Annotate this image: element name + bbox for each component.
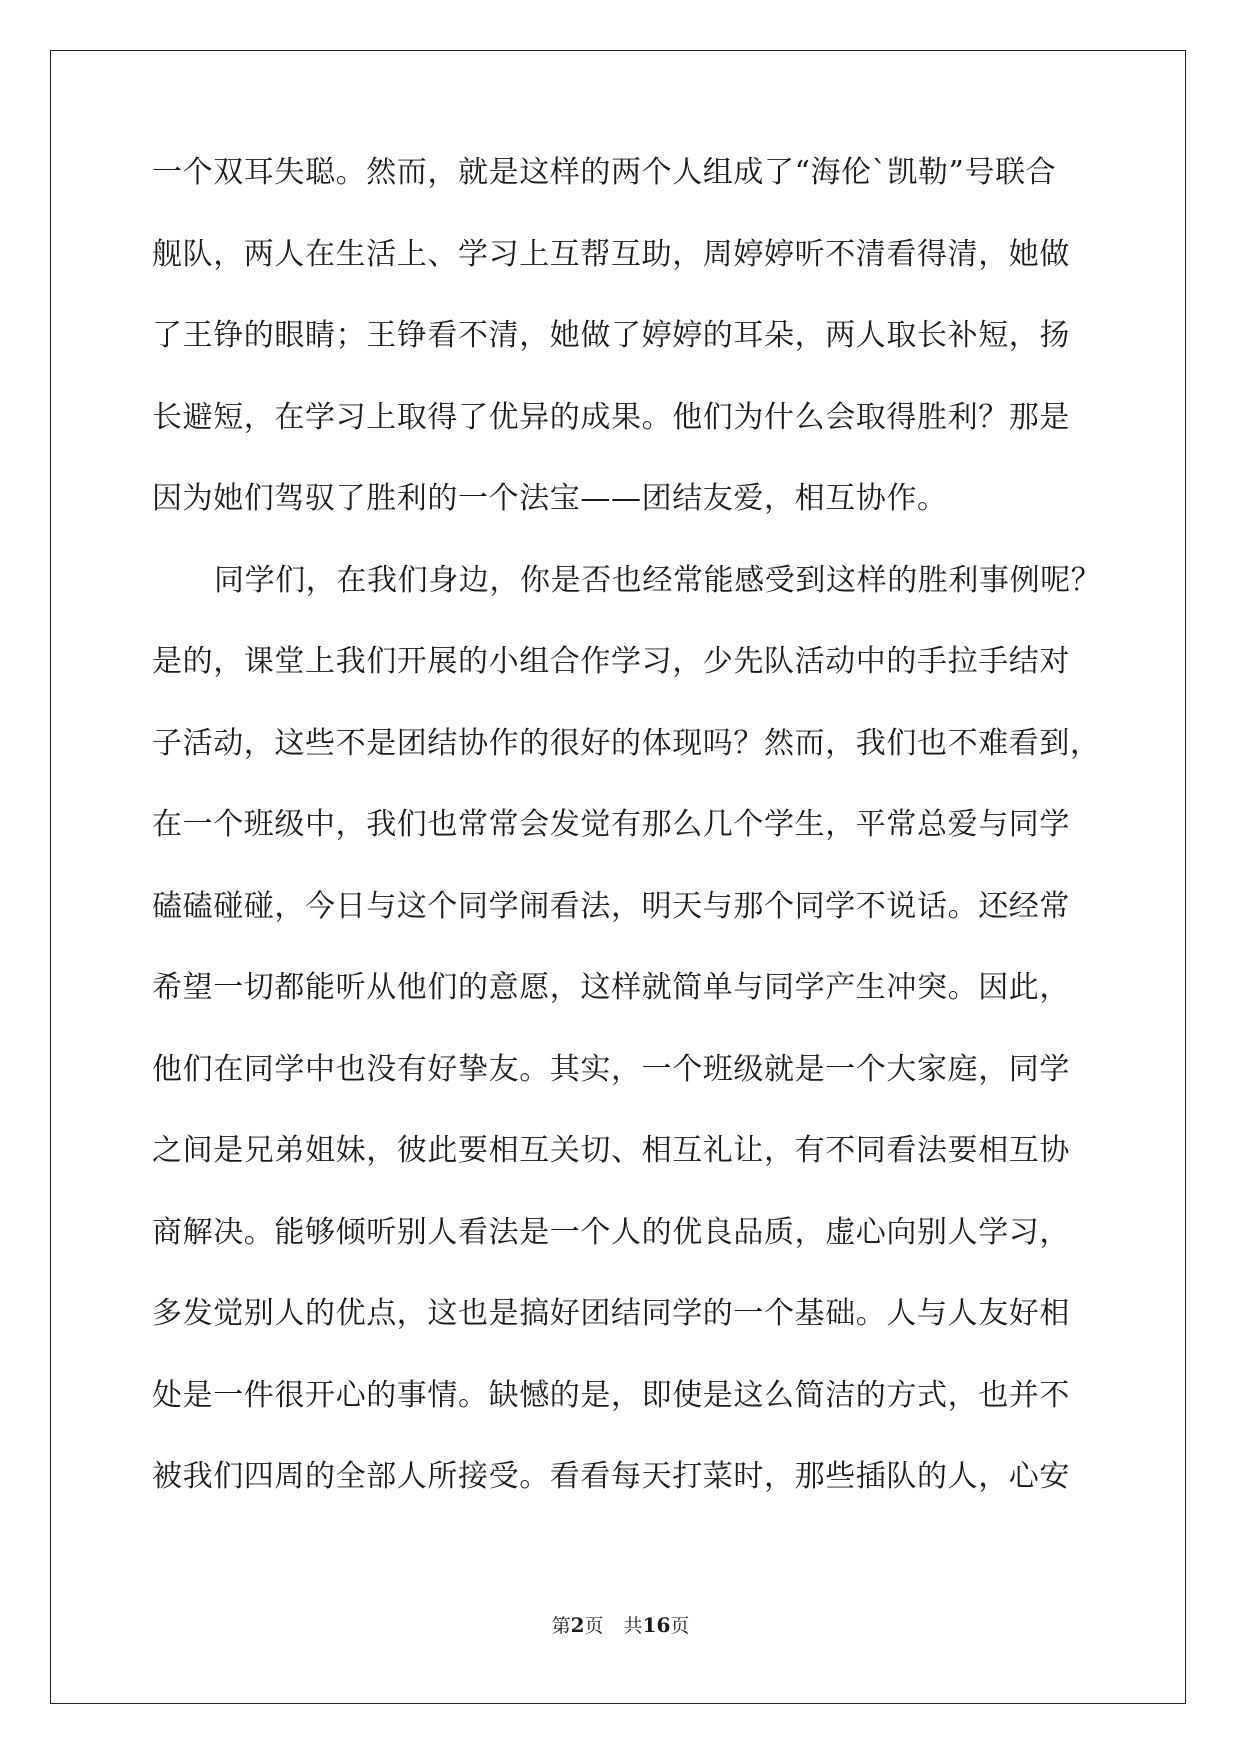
text-line: 子活动，这些不是团结协作的很好的体现吗？然而，我们也不难看到， — [152, 725, 1101, 761]
total-pages: 16 — [642, 1613, 671, 1637]
text-line: 了王铮的眼睛；王铮看不清，她做了婷婷的耳朵，两人取长补短，扬 — [152, 318, 1070, 353]
text-line: 希望一切都能听从他们的意愿，这样就简单与同学产生冲突。因此， — [152, 970, 1070, 1005]
text-line: 是的，课堂上我们开展的小组合作学习，少先队活动中的手拉手结对 — [152, 644, 1070, 679]
text-line: 磕磕碰碰，今日与这个同学闹看法，明天与那个同学不说话。还经常 — [152, 888, 1070, 924]
page-prefix: 第 — [551, 1615, 571, 1637]
text-line: 长避短，在学习上取得了优异的成果。他们为什么会取得胜利？那是 — [152, 399, 1070, 435]
text-line: 在一个班级中，我们也常常会发觉有那么几个学生，平常总爱与同学 — [152, 807, 1070, 842]
text-line: 之间是兄弟姐妹，彼此要相互关切、相互礼让，有不同看法要相互协 — [152, 1133, 1070, 1168]
text-line: 舰队，两人在生活上、学习上互帮互助，周婷婷听不清看得清，她做 — [152, 236, 1070, 272]
document-body — [152, 155, 1102, 1544]
text-line: 因为她们驾驭了胜利的一个法宝——团结友爱，相互协作。 — [152, 481, 948, 516]
text-line: 同学们，在我们身边，你是否也经常能感受到这样的胜利事例呢？ — [214, 562, 1102, 598]
text-line: 商解决。能够倾听别人看法是一个人的优良品质，虚心向别人学习， — [152, 1214, 1070, 1250]
text-line: 他们在同学中也没有好挚友。其实，一个班级就是一个大家庭，同学 — [152, 1051, 1070, 1087]
total-prefix: 共 — [623, 1615, 643, 1637]
text-line: 处是一件很开心的事情。缺憾的是，即使是这么简洁的方式，也并不 — [152, 1377, 1070, 1413]
page-footer — [0, 1611, 1241, 1638]
total-suffix: 页 — [670, 1615, 690, 1637]
text-line: 被我们四周的全部人所接受。看看每天打菜时，那些插队的人，心安 — [152, 1459, 1070, 1494]
text-line: 多发觉别人的优点，这也是搞好团结同学的一个基础。人与人友好相 — [152, 1296, 1070, 1331]
page-suffix: 页 — [584, 1615, 604, 1637]
page-number: 2 — [570, 1613, 585, 1637]
text-line: 一个双耳失聪。然而，就是这样的两个人组成了“海伦`凯勒”号联合 — [152, 155, 1057, 190]
